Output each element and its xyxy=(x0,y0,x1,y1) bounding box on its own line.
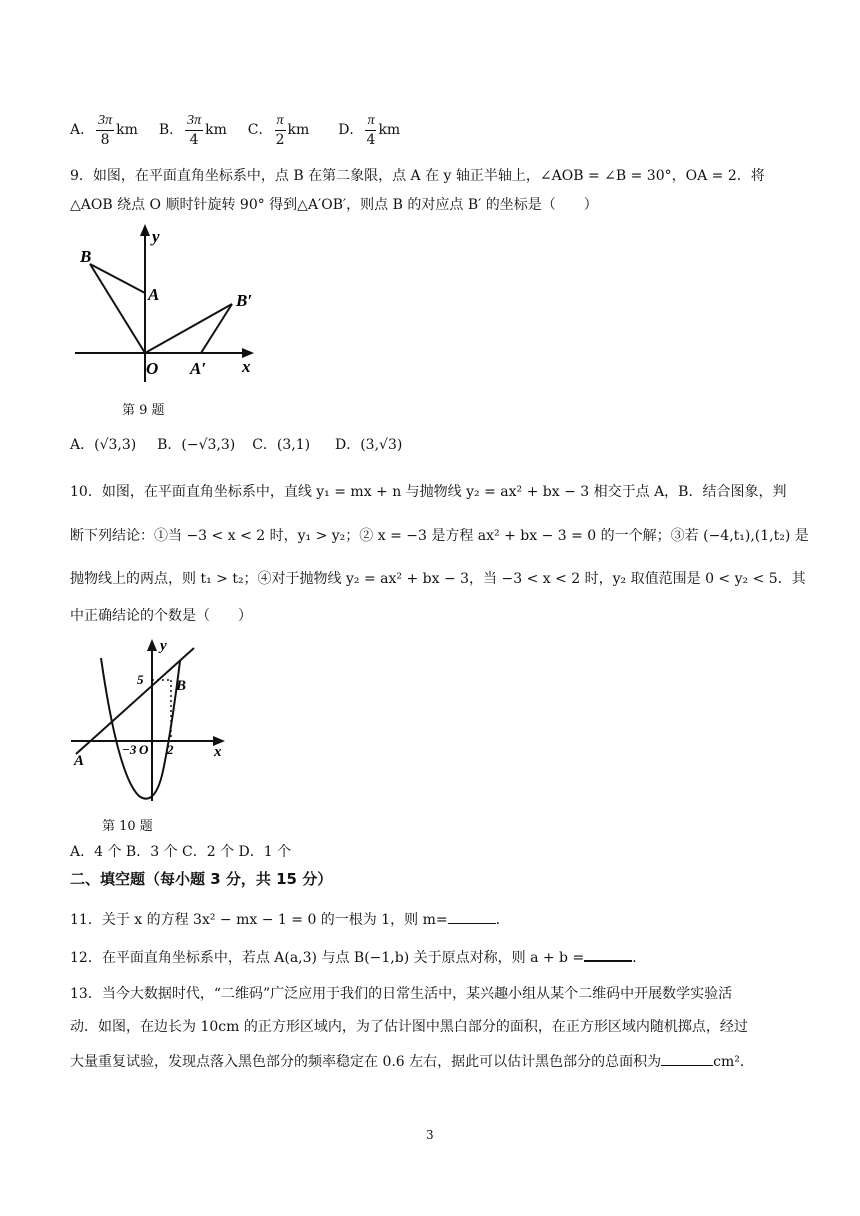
q9-label-y: y xyxy=(152,227,160,246)
q9-label-aprime: A′ xyxy=(190,359,207,378)
q13-line1: 13．当今大数据时代，“二维码”广泛应用于我们的日常生活中，某兴趣小组从某个二维码中开展数学实验活 xyxy=(70,986,733,1002)
q9-caption: 第 9 题 xyxy=(122,403,165,418)
q9-options xyxy=(70,434,402,456)
q11-text: 11．关于 x 的方程 3x² − mx − 1 = 0 的一根为 1，则 m= xyxy=(70,912,448,928)
q10-label-y: y xyxy=(160,638,167,654)
q10-stem-line1: 10．如图，在平面直角坐标系中，直线 y₁ = mx + n 与抛物线 y₂ = ax² + bx − 3 相交于点 A，B．结合图象，判 xyxy=(70,484,787,500)
q10-label-a: A xyxy=(74,753,85,769)
q9-figure xyxy=(70,222,270,392)
q8-option-a: A． $\frac{3\pi}{8}$ km xyxy=(70,112,138,148)
q9-option-b: B．(−√3,3) xyxy=(157,437,236,453)
q13-line3: 大量重复试验，发现点落入黑色部分的频率稳定在 0.6 左右，据此可以估计黑色部分的总面积为 cm²． xyxy=(70,1051,754,1073)
q10-label-x: x xyxy=(214,744,222,760)
q10-label-5: 5 xyxy=(137,672,144,687)
section-heading-fill-in: 二、填空题（每小题 3 分，共 15 分） xyxy=(70,870,333,888)
q10-figure xyxy=(68,636,238,808)
q10-label-o: O xyxy=(139,742,149,757)
q8-option-d: D． $\frac{\pi}{4}$ km xyxy=(338,112,401,148)
q9-label-bprime: B′ xyxy=(236,291,253,310)
q9-option-a: A．(√3,3) xyxy=(70,437,137,453)
q10-stem-line2: 断下列结论：①当 −3 < x < 2 时，y₁ > y₂；② x = −3 是方程 ax² + bx − 3 = 0 的一个解；③若 (−4,t₁),(1,t₂) 是 xyxy=(70,528,809,544)
q9-stem-line2: △AOB 绕点 O 顺时针旋转 90° 得到△A′OB′，则点 B 的对应点 B′ 的坐标是（ ） xyxy=(70,197,598,213)
q13-line2: 动．如图，在边长为 10cm 的正方形区域内，为了估计图中黑白部分的面积，在正方形区域内随机掷点，经过 xyxy=(70,1019,748,1035)
q8-option-b: B． $\frac{3\pi}{4}$ km xyxy=(158,112,227,148)
q10-stem-line3: 抛物线上的两点，则 t₁ > t₂；④对于抛物线 y₂ = ax² + bx − 3，当 −3 < x < 2 时，y₂ 取值范围是 0 < y₂ < 5．其 xyxy=(70,571,806,587)
q12: 12．在平面直角坐标系中，若点 A(a,3) 与点 B(−1,b) 关于原点对称，则 a + b = ． xyxy=(70,946,646,969)
q10-stem-line4: 中正确结论的个数是（ ） xyxy=(70,608,252,624)
q9-label-a: A xyxy=(148,285,160,304)
q11: 11．关于 x 的方程 3x² − mx − 1 = 0 的一根为 1，则 m= ． xyxy=(70,909,510,931)
q11-answer-blank[interactable] xyxy=(448,909,496,924)
q9-label-o: O xyxy=(146,359,159,378)
q9-label-x: x xyxy=(242,357,251,376)
q12-text: 12．在平面直角坐标系中，若点 A(a,3) 与点 B(−1,b) 关于原点对称，则 a + b = xyxy=(70,950,585,966)
q8-option-c: C． $\frac{\pi}{2}$ km xyxy=(247,112,310,148)
q10-options: A．4 个 B．3 个 C．2 个 D．1 个 xyxy=(70,844,292,860)
q10-label-b: B xyxy=(176,678,187,694)
q10-label-2: 2 xyxy=(167,742,174,757)
page-number: 3 xyxy=(426,1128,434,1142)
q13-answer-blank[interactable] xyxy=(661,1051,713,1066)
q9-label-b: B xyxy=(80,247,92,266)
q9-option-d: D．(3,√3) xyxy=(335,437,403,453)
q9-option-c: C．(3,1) xyxy=(252,437,311,453)
q8-options xyxy=(70,108,400,152)
q9-stem-line1: 9．如图，在平面直角坐标系中，点 B 在第二象限，点 A 在 y 轴正半轴上，∠AOB = ∠B = 30°，OA = 2．将 xyxy=(70,168,765,184)
q12-answer-blank[interactable] xyxy=(584,946,632,962)
q10-label-neg3: −3 xyxy=(122,742,137,757)
q10-caption: 第 10 题 xyxy=(102,819,153,834)
